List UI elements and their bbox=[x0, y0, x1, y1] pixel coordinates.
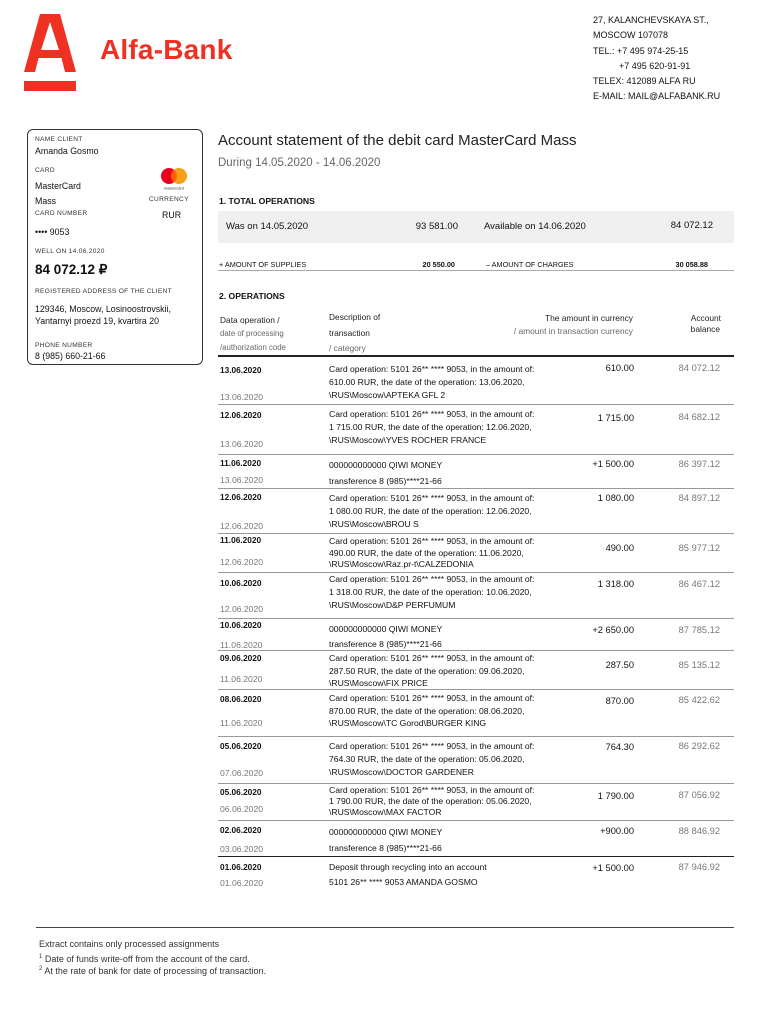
operation-date: 11.06.2020 bbox=[220, 535, 262, 545]
processing-date: 13.06.2020 bbox=[220, 439, 264, 449]
card-name-2: Mass bbox=[35, 196, 57, 206]
transaction-amount: 1 715.00 bbox=[597, 413, 634, 423]
client-name: Amanda Gosmo bbox=[35, 146, 99, 156]
processing-date: 03.06.2020 bbox=[220, 844, 264, 854]
operation-date: 12.06.2020 bbox=[220, 492, 262, 502]
transaction-amount: 870.00 bbox=[605, 696, 634, 706]
header-col4-line1: Account bbox=[690, 313, 721, 323]
transaction-description: Card operation: 5101 26** **** 9053, in the amount of: 1 715.00 RUR, the date of the operation: 12.06.2020, \RUS\Moscow\YVES ROCHER FRANCE bbox=[329, 409, 535, 445]
processing-date: 12.06.2020 bbox=[220, 604, 264, 614]
processing-date: 11.06.2020 bbox=[220, 718, 263, 728]
header-col1-line2: date of processing bbox=[220, 329, 284, 338]
transaction-amount: 1 318.00 bbox=[597, 579, 634, 589]
processing-date: 13.06.2020 bbox=[220, 475, 264, 485]
header-col4-line2: balance bbox=[690, 324, 720, 334]
operation-date: 11.06.2020 bbox=[220, 458, 262, 468]
transaction-amount: 610.00 bbox=[605, 363, 634, 373]
mastercard-logo-icon bbox=[158, 167, 190, 196]
totals-divider bbox=[218, 270, 734, 271]
header-col3-line2: / amount in transaction currency bbox=[513, 326, 633, 336]
transaction-description: Card operation: 5101 26** **** 9053, in the amount of: 870.00 RUR, the date of the operation: 08.06.2020, \RUS\Moscow\TC Gorod\BURGER KING bbox=[329, 693, 535, 728]
header-col1-line1: Data operation / bbox=[220, 315, 280, 325]
transaction-amount: 1 790.00 bbox=[597, 791, 634, 801]
transaction-description: Card operation: 5101 26** **** 9053, in the amount of: 764.30 RUR, the date of the operation: 05.06.2020, \RUS\Moscow\DOCTOR GARDENER bbox=[329, 741, 535, 777]
transaction-description: Card operation: 5101 26** **** 9053, in the amount of: 490.00 RUR, the date of the operation: 11.06.2020, \RUS\Moscow\Raz.pr-t\CALZEDONIA bbox=[329, 536, 535, 569]
transaction-description: 000000000000 QIWI MONEY transference 8 (985)****21-66 bbox=[329, 460, 443, 486]
operations-heading: 2. OPERATIONS bbox=[219, 291, 285, 301]
operation-date: 05.06.2020 bbox=[220, 741, 262, 751]
phone-label: PHONE NUMBER bbox=[35, 342, 93, 349]
processing-date: 13.06.2020 bbox=[220, 392, 264, 402]
operation-date: 09.06.2020 bbox=[220, 653, 262, 663]
operation-date: 10.06.2020 bbox=[220, 620, 262, 630]
statement-title: Account statement of the debit card MasterCard Mass bbox=[218, 132, 577, 149]
transaction-description: Deposit through recycling into an account 5101 26** **** 9053 AMANDA GOSMO bbox=[329, 862, 487, 887]
was-on-value: 93 581.00 bbox=[415, 221, 458, 232]
processing-date: 07.06.2020 bbox=[220, 768, 264, 778]
currency-value: RUR bbox=[162, 210, 182, 220]
transaction-amount: +1 500.00 bbox=[592, 863, 634, 873]
transaction-description: Card operation: 5101 26** **** 9053, in the amount of: 1 080.00 RUR, the date of the operation: 12.06.2020, \RUS\Moscow\BROU S bbox=[329, 493, 535, 529]
operation-date: 12.06.2020 bbox=[220, 410, 262, 420]
transaction-description: Card operation: 5101 26** **** 9053, in the amount of: 610.00 RUR, the date of the operation: 13.06.2020, \RUS\Moscow\APTEKA GFL 2 bbox=[329, 364, 535, 400]
available-label: Available on 14.06.2020 bbox=[484, 221, 586, 232]
card-number: •••• 9053 bbox=[35, 227, 70, 237]
account-balance: 84 897.12 bbox=[678, 493, 720, 503]
available-value: 84 072.12 bbox=[670, 220, 713, 231]
client-address-line-1: 129346, Moscow, Losinoostrovskii, bbox=[35, 304, 171, 314]
card-name-1: MasterCard bbox=[35, 181, 81, 191]
transaction-description: Card operation: 5101 26** **** 9053, in the amount of: 287.50 RUR, the date of the operation: 09.06.2020, \RUS\Moscow\FIX PRICE bbox=[329, 653, 535, 688]
operation-date: 08.06.2020 bbox=[220, 694, 262, 704]
header-col3-line1: The amount in currency bbox=[545, 313, 633, 323]
account-balance: 86 467.12 bbox=[678, 579, 720, 589]
operation-date: 01.06.2020 bbox=[220, 862, 262, 872]
processing-date: 11.06.2020 bbox=[220, 674, 263, 684]
operation-date: 13.06.2020 bbox=[220, 365, 262, 375]
account-balance: 85 422.62 bbox=[678, 695, 720, 705]
account-balance: 87 056.92 bbox=[678, 790, 720, 800]
address-label: REGISTERED ADDRESS OF THE CLIENT bbox=[35, 288, 172, 295]
supplies-value: 20 550.00 bbox=[422, 260, 455, 269]
footnote-1: $^1$ Date of funds write-off from the account of the card. bbox=[39, 954, 250, 964]
address-line: TEL.: +7 495 974-25-15 bbox=[593, 45, 689, 56]
charges-value: 30 058.88 bbox=[675, 260, 708, 269]
account-balance: 84 072.12 bbox=[678, 363, 720, 373]
account-balance: 84 682.12 bbox=[678, 412, 720, 422]
alfa-logo-icon bbox=[24, 14, 76, 99]
address-line: +7 495 620-91-91 bbox=[619, 60, 691, 71]
account-balance: 85 135.12 bbox=[678, 660, 720, 670]
account-balance: 86 292.62 bbox=[678, 741, 720, 751]
account-balance: 87 785.12 bbox=[678, 625, 720, 635]
operation-date: 02.06.2020 bbox=[220, 825, 262, 835]
transaction-description: Card operation: 5101 26** **** 9053, in the amount of: 1 318.00 RUR, the date of the operation: 10.06.2020, \RUS\Moscow\D&P PERFUMUM bbox=[329, 574, 535, 610]
totals-box bbox=[218, 211, 734, 243]
supplies-label: + AMOUNT OF SUPPLIES bbox=[219, 260, 307, 269]
card-label: CARD bbox=[35, 167, 55, 174]
transaction-description: 000000000000 QIWI MONEY transference 8 (985)****21-66 bbox=[329, 827, 443, 853]
processing-date: 12.06.2020 bbox=[220, 521, 264, 531]
bank-address bbox=[593, 13, 720, 105]
header-col2-line3: / category bbox=[329, 343, 366, 353]
address-line: 27, KALANCHEVSKAYA ST., bbox=[593, 15, 709, 25]
address-line: TELEX: 412089 ALFA RU bbox=[593, 76, 696, 87]
processing-date: 06.06.2020 bbox=[220, 804, 264, 814]
account-balance: 85 977.12 bbox=[678, 543, 720, 553]
charges-label: – AMOUNT OF CHARGES bbox=[486, 260, 574, 269]
currency-label: CURRENCY bbox=[149, 196, 189, 203]
header-col2-line1: Description of bbox=[329, 312, 381, 322]
processing-date: 12.06.2020 bbox=[220, 557, 264, 567]
svg-text:mastercard: mastercard bbox=[163, 185, 185, 191]
transaction-amount: 764.30 bbox=[605, 742, 634, 752]
client-address-line-2: Yantarnyi proezd 19, kvartira 20 bbox=[35, 316, 160, 326]
footer-divider bbox=[36, 927, 734, 928]
processing-date: 01.06.2020 bbox=[220, 878, 264, 888]
footer-note: Extract contains only processed assignments bbox=[39, 939, 220, 949]
name-client-label: NAME CLIENT bbox=[35, 136, 83, 143]
footnote-2: $^2$ At the rate of bank for date of processing of transaction. bbox=[39, 966, 266, 976]
card-number-label: CARD NUMBER bbox=[35, 210, 88, 217]
transaction-amount: +1 500.00 bbox=[592, 459, 634, 469]
statement-period: During 14.05.2020 - 14.06.2020 bbox=[218, 157, 381, 169]
bank-name: Alfa-Bank bbox=[100, 34, 233, 65]
transaction-amount: 490.00 bbox=[605, 543, 634, 553]
card-balance: 84 072.12 ₽ bbox=[35, 262, 108, 277]
was-on-label: Was on 14.05.2020 bbox=[226, 221, 309, 232]
operation-date: 05.06.2020 bbox=[220, 787, 262, 797]
well-on-label: WELL ON 14.06.2020 bbox=[35, 248, 105, 255]
transaction-amount: 1 080.00 bbox=[597, 493, 634, 503]
total-operations-heading: 1. TOTAL OPERATIONS bbox=[219, 196, 315, 206]
header-col2-line2: transaction bbox=[329, 328, 370, 338]
transaction-amount: 287.50 bbox=[605, 660, 634, 670]
last-row-divider bbox=[218, 856, 734, 857]
operation-date: 10.06.2020 bbox=[220, 578, 262, 588]
transaction-amount: +2 650.00 bbox=[592, 625, 634, 635]
client-phone: 8 (985) 660-21-66 bbox=[35, 351, 106, 361]
processing-date: 11.06.2020 bbox=[220, 640, 263, 650]
account-balance: 87 946.92 bbox=[678, 862, 720, 872]
address-line: E-MAIL: MAIL@ALFABANK.RU bbox=[593, 91, 721, 102]
transaction-description: Card operation: 5101 26** **** 9053, in the amount of: 1 790.00 RUR, the date of the operation: 05.06.2020, \RUS\Moscow\MAX FACTOR bbox=[329, 785, 535, 817]
account-balance: 86 397.12 bbox=[678, 459, 720, 469]
transaction-amount: +900.00 bbox=[600, 826, 634, 836]
address-line: MOSCOW 107078 bbox=[593, 30, 669, 41]
client-card bbox=[27, 129, 203, 365]
header-divider bbox=[218, 355, 734, 357]
header-col1-line3: /authorization code bbox=[220, 343, 286, 352]
account-balance: 88 846.92 bbox=[678, 826, 720, 836]
transaction-description: 000000000000 QIWI MONEY transference 8 (985)****21-66 bbox=[329, 624, 443, 649]
